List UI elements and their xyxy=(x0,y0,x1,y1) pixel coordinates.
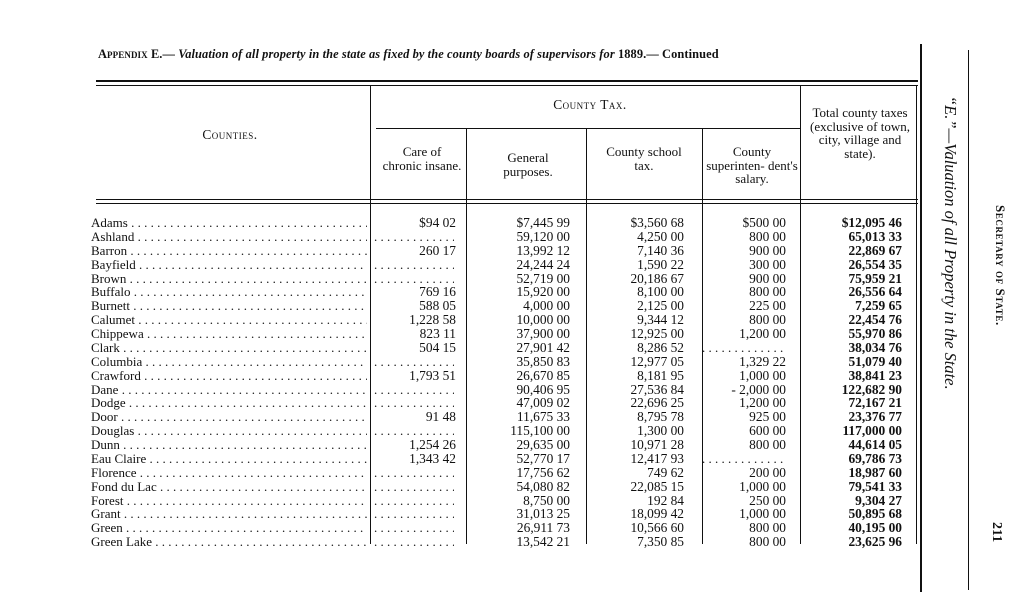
cell-chronic: $94 02 xyxy=(419,215,456,230)
county-name: Adams . . . xyxy=(91,216,367,230)
cell-general: 8,750 00 xyxy=(523,492,570,508)
cell-general: 90,406 95 xyxy=(516,381,570,397)
cell-general: 15,920 00 xyxy=(516,284,570,300)
cell-supt: 1,000 00 xyxy=(739,506,786,522)
margin-rule xyxy=(968,50,969,590)
county-name: Green Lake . . . xyxy=(91,535,367,549)
cell-supt: 250 00 xyxy=(749,492,786,508)
cell-school: 8,286 52 xyxy=(637,339,684,355)
cell-total: 22,869 67 xyxy=(848,242,902,258)
county-name: Crawford . . . xyxy=(91,369,367,383)
cell-school: 2,125 00 xyxy=(637,298,684,314)
county-name: Dunn . . . xyxy=(91,438,367,452)
cell-supt: 800 00 xyxy=(749,228,786,244)
cell-supt: 800 00 xyxy=(749,534,786,550)
cell-general: 35,850 83 xyxy=(516,353,570,369)
cell-total: 51,079 40 xyxy=(848,353,902,369)
title-italic: Valuation of all property in the state as fixed by the county boards of supervisors for xyxy=(178,47,615,61)
county-name: Dane . . . xyxy=(91,383,367,397)
cell-general: 54,080 82 xyxy=(516,478,570,494)
cell-total: 23,625 96 xyxy=(848,534,902,550)
empty-cell-leader xyxy=(374,230,454,244)
cell-general: 37,900 00 xyxy=(516,326,570,342)
cell-chronic: 504 15 xyxy=(419,339,456,355)
cell-total: 75,959 21 xyxy=(848,270,902,286)
cell-general: 11,675 33 xyxy=(516,409,570,425)
top-rule-secondary xyxy=(96,85,918,86)
cell-supt: 225 00 xyxy=(749,298,786,314)
cell-chronic: 588 05 xyxy=(419,298,456,314)
cell-total: 38,034 76 xyxy=(848,339,902,355)
right-border-rule xyxy=(920,44,922,592)
cell-supt: 800 00 xyxy=(749,284,786,300)
cell-chronic: 769 16 xyxy=(419,284,456,300)
cell-total: 72,167 21 xyxy=(848,395,902,411)
county-name: Calumet . . . xyxy=(91,313,367,327)
county-name: Brown . . . xyxy=(91,272,367,286)
header-chronic-insane: Care of chronic insane. xyxy=(382,144,462,173)
cell-general: 115,100 00 xyxy=(510,423,570,439)
cell-total: 122,682 90 xyxy=(841,381,902,397)
empty-cell-leader xyxy=(374,521,454,535)
cell-supt: 1,329 22 xyxy=(739,353,786,369)
running-title: “E.”—Valuation of all Property in the State. xyxy=(941,96,960,390)
header-school-tax: County school tax. xyxy=(606,144,682,173)
empty-cell-leader xyxy=(374,480,454,494)
cell-supt: - 2,000 00 xyxy=(731,381,786,397)
cell-general: 17,756 62 xyxy=(516,464,570,480)
cell-general: 52,719 00 xyxy=(516,270,570,286)
cell-supt: 1,000 00 xyxy=(739,367,786,383)
county-name: Chippewa . . . xyxy=(91,327,367,341)
header-bottom-rule-secondary xyxy=(96,203,918,204)
cell-total: 50,895 68 xyxy=(848,506,902,522)
cell-total: 117,000 00 xyxy=(842,423,902,439)
county-name: Bayfield . . . xyxy=(91,258,367,272)
empty-cell-leader xyxy=(374,494,454,508)
cell-supt: 1,200 00 xyxy=(739,326,786,342)
county-name: Green . . . xyxy=(91,521,367,535)
cell-general: 13,992 12 xyxy=(516,242,570,258)
county-name: Door . . . xyxy=(91,410,367,424)
county-name: Clark . . . xyxy=(91,341,367,355)
header-total-taxes: Total county taxes (exclusive of town, city, village and state). xyxy=(809,105,910,161)
empty-cell-leader xyxy=(374,355,454,369)
empty-cell-leader xyxy=(374,258,454,272)
cell-school: 18,099 42 xyxy=(630,506,684,522)
table-title xyxy=(98,47,918,62)
cell-chronic: 1,254 26 xyxy=(409,437,456,453)
county-name: Forest . . . xyxy=(91,494,367,508)
cell-total: 55,970 86 xyxy=(848,326,902,342)
county-name: Fond du Lac . . . xyxy=(91,480,367,494)
cell-total: 79,541 33 xyxy=(848,478,902,494)
cell-total: 7,259 65 xyxy=(855,298,902,314)
title-suffix: 1889.— Continued xyxy=(614,47,719,61)
cell-general: $7,445 99 xyxy=(516,215,570,230)
cell-general: 10,000 00 xyxy=(516,312,570,328)
county-name: Barron . . . xyxy=(91,244,367,258)
page-number: 211 xyxy=(989,522,1004,543)
county-name: Burnett . . . xyxy=(91,299,367,313)
cell-supt: 1,200 00 xyxy=(739,395,786,411)
cell-supt: 900 00 xyxy=(749,270,786,286)
cell-general: 26,670 85 xyxy=(516,367,570,383)
cell-total: 23,376 77 xyxy=(848,409,902,425)
header-general-purposes: General purposes. xyxy=(503,150,553,179)
cell-school: 7,350 85 xyxy=(637,534,684,550)
cell-school: 9,344 12 xyxy=(637,312,684,328)
cell-general: 52,770 17 xyxy=(516,450,570,466)
cell-school: 1,300 00 xyxy=(637,423,684,439)
cell-total: 26,554 35 xyxy=(848,256,902,272)
cell-total: 9,304 27 xyxy=(855,492,902,508)
cell-total: 18,987 60 xyxy=(848,464,902,480)
cell-chronic: 1,228 58 xyxy=(409,312,456,328)
empty-cell-leader xyxy=(702,341,784,355)
county-name: Columbia . . . xyxy=(91,355,367,369)
cell-school: 10,566 60 xyxy=(630,520,684,536)
cell-school: 8,100 00 xyxy=(637,284,684,300)
cell-supt: 800 00 xyxy=(749,312,786,328)
cell-chronic: 1,343 42 xyxy=(409,450,456,466)
empty-cell-leader xyxy=(374,383,454,397)
empty-cell-leader xyxy=(374,272,454,286)
cell-total: 38,841 23 xyxy=(848,367,902,383)
header-bottom-rule xyxy=(96,199,918,200)
column-divider xyxy=(800,86,801,544)
empty-cell-leader xyxy=(702,452,784,466)
empty-cell-leader xyxy=(374,535,454,549)
empty-cell-leader xyxy=(374,424,454,438)
cell-chronic: 260 17 xyxy=(419,242,456,258)
county-tax-sub-rule xyxy=(376,128,800,129)
cell-school: 12,417 93 xyxy=(630,450,684,466)
empty-cell-leader xyxy=(374,507,454,521)
cell-chronic: 823 11 xyxy=(419,326,456,342)
cell-supt: 900 00 xyxy=(749,242,786,258)
cell-total: 26,556 64 xyxy=(848,284,902,300)
cell-supt: 200 00 xyxy=(749,464,786,480)
running-head: Secretary of State. xyxy=(993,205,1008,326)
cell-chronic: 1,793 51 xyxy=(409,367,456,383)
empty-cell-leader xyxy=(374,396,454,410)
cell-total: 69,786 73 xyxy=(848,450,902,466)
cell-supt: 600 00 xyxy=(749,423,786,439)
county-name: Douglas . . . xyxy=(91,424,367,438)
cell-school: 749 62 xyxy=(647,464,684,480)
cell-total: $12,095 46 xyxy=(841,215,902,230)
header-county-tax: County Tax. xyxy=(553,97,627,112)
cell-school: 8,795 78 xyxy=(637,409,684,425)
county-name: Buffalo . . . xyxy=(91,285,367,299)
county-name: Dodge . . . xyxy=(91,396,367,410)
cell-supt: 1,000 00 xyxy=(739,478,786,494)
cell-total: 65,013 33 xyxy=(848,228,902,244)
cell-general: 24,244 24 xyxy=(516,256,570,272)
cell-school: 12,925 00 xyxy=(630,326,684,342)
county-name: Grant . . . xyxy=(91,507,367,521)
county-name: Eau Claire . . . xyxy=(91,452,367,466)
cell-school: 1,590 22 xyxy=(637,256,684,272)
cell-general: 31,013 25 xyxy=(516,506,570,522)
cell-school: 12,977 05 xyxy=(630,353,684,369)
cell-general: 26,911 73 xyxy=(516,520,570,536)
cell-supt: $500 00 xyxy=(742,215,786,230)
cell-school: 192 84 xyxy=(647,492,684,508)
header-superintendent-salary: County superinten- dent's salary. xyxy=(706,144,798,186)
cell-school: 4,250 00 xyxy=(637,228,684,244)
header-counties: Counties. xyxy=(202,127,258,142)
cell-school: 10,971 28 xyxy=(630,437,684,453)
cell-general: 13,542 21 xyxy=(516,534,570,550)
cell-general: 29,635 00 xyxy=(516,437,570,453)
cell-school: $3,560 68 xyxy=(630,215,684,230)
cell-total: 22,454 76 xyxy=(848,312,902,328)
column-divider xyxy=(370,86,371,544)
county-name: Florence . . . xyxy=(91,466,367,480)
title-prefix: Appendix E.— xyxy=(98,47,175,61)
cell-school: 8,181 95 xyxy=(637,367,684,383)
cell-school: 27,536 84 xyxy=(630,381,684,397)
cell-school: 22,696 25 xyxy=(630,395,684,411)
cell-general: 27,901 42 xyxy=(516,339,570,355)
cell-supt: 800 00 xyxy=(749,520,786,536)
cell-supt: 300 00 xyxy=(749,256,786,272)
top-rule xyxy=(96,80,918,82)
empty-cell-leader xyxy=(374,466,454,480)
cell-school: 7,140 36 xyxy=(637,242,684,258)
cell-supt: 800 00 xyxy=(749,437,786,453)
cell-school: 22,085 15 xyxy=(630,478,684,494)
county-name: Ashland . . . xyxy=(91,230,367,244)
cell-chronic: 91 48 xyxy=(425,409,456,425)
cell-total: 44,614 05 xyxy=(848,437,902,453)
cell-general: 47,009 02 xyxy=(516,395,570,411)
cell-school: 20,186 67 xyxy=(630,270,684,286)
cell-supt: 925 00 xyxy=(749,409,786,425)
cell-general: 4,000 00 xyxy=(523,298,570,314)
cell-total: 40,195 00 xyxy=(848,520,902,536)
cell-general: 59,120 00 xyxy=(516,228,570,244)
